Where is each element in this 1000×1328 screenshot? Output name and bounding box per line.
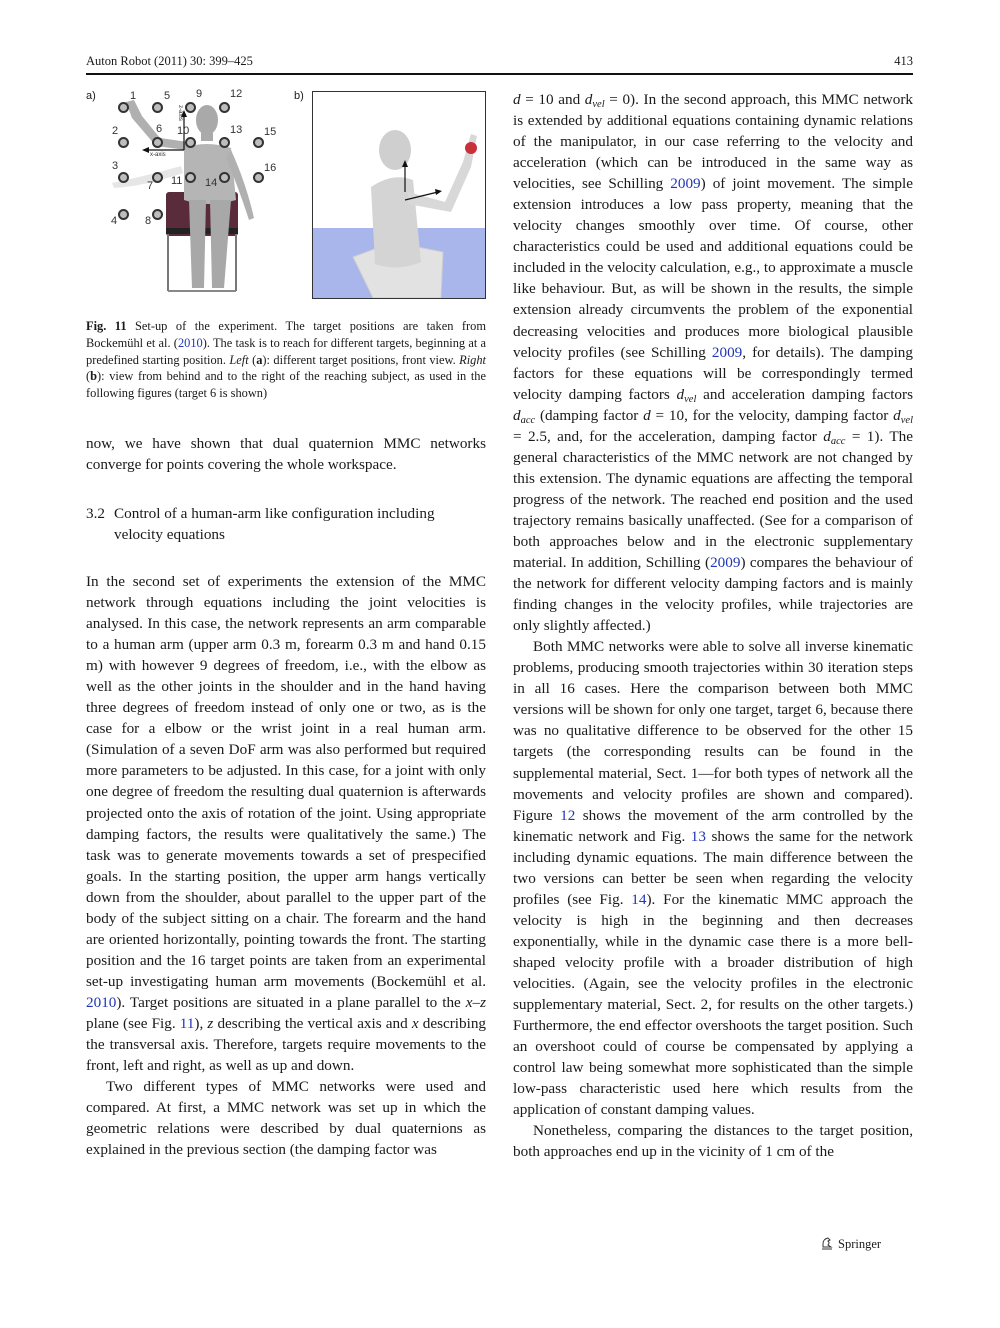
target-label: 10	[177, 125, 190, 137]
target-marker	[185, 137, 196, 148]
target-label: 3	[112, 160, 119, 172]
target-label: 2	[112, 125, 119, 137]
target-marker	[219, 172, 230, 183]
right-column-body	[513, 89, 913, 1162]
figure-link[interactable]: 12	[560, 806, 576, 824]
figure-link[interactable]: 13	[690, 827, 706, 845]
citation-link[interactable]: 2009	[670, 175, 701, 193]
target-label: 13	[230, 124, 243, 136]
citation-link[interactable]: 2009	[711, 343, 743, 361]
target-marker	[118, 172, 129, 183]
target-marker	[219, 137, 230, 148]
paragraph: d = 10 and $d_{vel} = 0$). In the second approach, this MMC network is extended by additional equations containing dynamic relations of the manipulator, in our case referring to the velocity and acceleration (which can be introduced in the same way as velocities, see Schilling 2009) of joint movement. The simple extension introduces a low pass property, meaning that the velocity changes smoothly over time. Of course, other characteristics could be used and additional equations could be included in the velocity calculation, e.g., to approximate a muscle like behaviour. But, as will be shown in the results, the simple extension already circumvents the problem of the exponential decreasing velocities and produces more biological plausible velocity profiles (see Schilling 2009, for details). The damping factors for these equations will be correspondingly termed velocity damping factors $d_{vel}$ and acceleration damping factors $d_{acc}$ (damping factor d = 10, for the velocity, damping factor $d_{vel} = 2.5$, and, for the acceleration, damping factor $d_{acc} = 1$). The general characteristics of the MMC network are not changed by this extension. The dynamic equations are affecting the temporal progress of the network. The reached end position and the used trajectory remains basically unaffected. (See for a comparison of both approaches below and in the electronic supplementary material. In addition, Schilling (2009) compares the behaviour of the network for different velocity damping factors and is mainly finding changes in the velocity profiles, while trajectories are only slightly affected.)	[513, 91, 913, 635]
target-marker	[152, 137, 163, 148]
section-number: 3.2	[86, 505, 105, 522]
target-label: 11	[171, 175, 183, 187]
page-number: 413	[894, 54, 913, 68]
figure-11	[86, 88, 496, 303]
publisher-name: Springer	[838, 1237, 882, 1251]
paragraph: Both MMC networks were able to solve all inverse kinematic problems, producing smooth trajectories within 30 iteration steps in all 16 cases. Here the comparison between both MMC versions will be shown for only one target, target 6, because there was no qualitative difference to be observed for the other 15 targets (the corresponding results can be found in the supplemental material, Sect. 1—for both types of network all the movements and velocity profiles are shown and compared). Figure 12 shows the movement of the arm controlled by the kinematic network and Fig. 13 shows the same for the network including dynamic equations. The main difference between the two versions can better be seen when regarding the velocity profiles (see Fig. 14). For the kinematic MMC approach the velocity is high in the beginning and then decreases exponentially, while in the dynamic case there is a more bell-shaped velocity profile with a broader distribution of high velocities. (Again, see the velocity profiles in the electronic supplementary material, Sect. 2, for results on the other targets.) Furthermore, the end effector overshoots the target position. Such an overshoot could of course be compensated by applying a control law being somewhat more sophisticated than the simple low-pass characteristic used here which results from the application of constant damping values.	[513, 638, 913, 1119]
target-label: 14	[205, 177, 218, 189]
target-label: 4	[111, 215, 118, 227]
panel-b-label: b)	[294, 90, 304, 102]
figure-caption: Fig. 11 Set-up of the experiment. The target positions are taken from Bockemühl et al. (2010). The task is to reach for different targets, beginning at a predefined starting position. Left (a): different target positions, front view. Right (b): view from behind and to the right of the reaching subject, as used in the following figures (target 6 is shown)	[86, 319, 486, 401]
panel-a-label: a)	[86, 90, 96, 102]
target-label: 5	[164, 90, 171, 102]
target-label: 12	[230, 88, 243, 100]
citation-link[interactable]: 2010	[177, 335, 203, 350]
target-label: 9	[196, 88, 203, 100]
target-marker	[118, 137, 129, 148]
section-title: Control of a human-arm like configuration including velocity equations	[114, 505, 435, 543]
target-marker	[185, 102, 196, 113]
figure-panel-a	[86, 88, 291, 303]
caption-label: Fig. 11	[86, 319, 127, 333]
target-label: 15	[264, 126, 277, 138]
target-label: 7	[147, 180, 154, 192]
target-marker	[253, 137, 264, 148]
target-label: 6	[156, 123, 163, 135]
paragraph: Nonetheless, comparing the distances to the target position, both approaches end up in the vicinity of 1 cm of the	[513, 1122, 913, 1161]
z-axis-label: z-axis	[176, 105, 183, 121]
target-label: 8	[145, 215, 152, 227]
target-marker	[219, 102, 230, 113]
left-column-intro	[86, 433, 486, 475]
header-rule	[86, 73, 913, 75]
figure-link[interactable]: 11	[179, 1014, 195, 1032]
mannequin-rear-view-illustration	[313, 92, 485, 298]
citation-link[interactable]: 2009	[710, 554, 741, 572]
publisher-footer	[820, 1236, 881, 1252]
target-marker	[152, 102, 163, 113]
x-axis-label: x-axis	[150, 152, 166, 158]
target-marker	[118, 102, 129, 113]
journal-reference: Auton Robot (2011) 30: 399–425	[86, 54, 253, 68]
figure-panel-b	[312, 91, 486, 299]
figure-link[interactable]: 14	[631, 890, 647, 908]
left-column-body	[86, 571, 486, 1160]
target-marker	[152, 209, 163, 220]
seated-mannequin-front-illustration	[86, 88, 291, 303]
target-marker	[118, 209, 129, 220]
target-label: 16	[264, 162, 277, 174]
target-marker	[253, 172, 264, 183]
running-header	[86, 54, 913, 72]
target-marker	[185, 172, 196, 183]
paragraph: now, we have shown that dual quaternion MMC networks converge for points covering the whole workspace.	[86, 435, 486, 474]
target-label: 1	[130, 90, 137, 102]
paragraph: In the second set of experiments the extension of the MMC network through equations including the joint velocities is analysed. In this case, the network represents an arm comparable to a human arm (upper arm 0.3 m, forearm 0.3 m and hand 0.15 m) with however 9 degrees of freedom, i.e., with the elbow as well as the other joints in the shoulder and in the hand having three degrees of freedom instead of only one or two, as is the case for a elbow or the wrist joint in a real human arm. (Simulation of a seven DoF arm was also performed but required more parameters to be adjusted. In this case, for a joint with only one degree of freedom the resulting dual quaternion is afterwards projected onto the axis of rotation of the joint. Using appropriate damping factors, the results were qualitatively the same.) The task was to generate movements towards a set of prespecified goals. In the starting position, the upper arm hangs vertically down from the shoulder, about parallel to the upper part of the body of the subject sitting on a chair. The forearm and the hand are oriented horizontally, pointing towards the front. The starting position and the 16 target points are taken from an experimental set-up investigating human arm movements (Bockemühl et al. 2010). Target positions are situated in a plane parallel to the x–z plane (see Fig. 11), z describing the vertical axis and x describing the transversal axis. Therefore, targets require movements to the front, left and right, as well as up and down.	[86, 573, 487, 1075]
target-marker	[152, 172, 163, 183]
paragraph: Two different types of MMC networks were used and compared. At first, a MMC network was set up in which the geometric relations were described by dual quaternions as explained in the previous section (the damping factor was	[86, 1078, 486, 1159]
citation-link[interactable]: 2010	[86, 993, 117, 1011]
springer-knight-icon	[820, 1236, 834, 1250]
